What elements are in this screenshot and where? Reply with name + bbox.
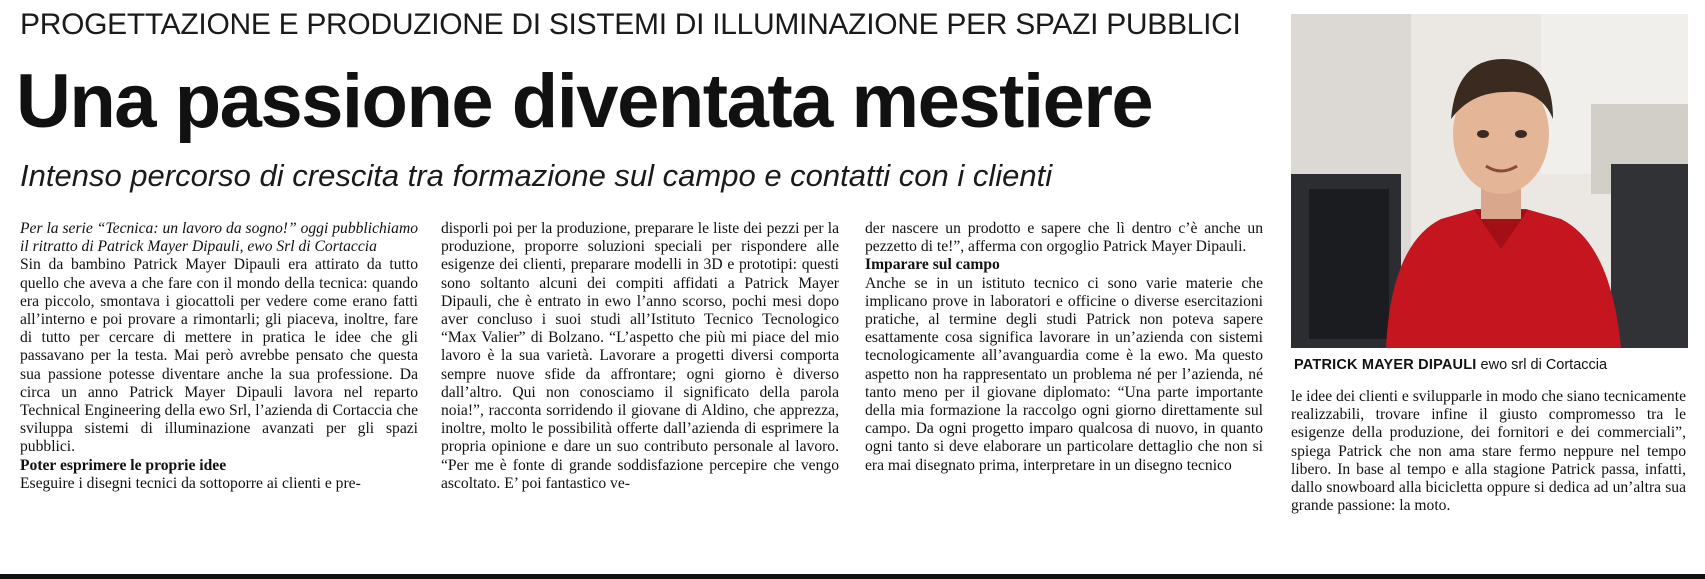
caption-org: ewo srl di Cortaccia <box>1476 357 1608 373</box>
article-paragraph: Eseguire i disegni tecnici da sottoporre ai clienti e pre- <box>20 474 361 492</box>
portrait-photo <box>1291 14 1688 348</box>
article-paragraph: Anche se in un istituto tecnico ci sono varie materie che implicano prove in laboratori e officine o diverse esercitazioni pratiche, al termine degli studi Patrick non poteva sapere esattamente cosa significa lavorare in un’azienda con sistemi tecnologicamente all’avanguardia come è la ewo. Ma questo aspetto non ha rappresentato un problema né per l’azienda, né tanto meno per il giovane diplomato: “Una parte importante della mia formazione la raccolgo ogni giorno direttamente sul campo. Da ogni progetto imparo qualcosa di nuovo, in quanto ogni tanto si deve elaborare un particolare dettaglio che non si era mai disegnato prima, interpretare in un disegno tecnico <box>865 274 1263 474</box>
article-subhead: Poter esprimere le proprie idee <box>20 456 227 474</box>
article-column-3 <box>865 220 1263 475</box>
article-subhead: Imparare sul campo <box>865 256 1000 274</box>
article-paragraph: le idee dei clienti e svilupparle in modo che siano tecnicamente realizzabili, trovare infine il giusto compromesso tra le esigenze della produzione, dei fornitori e dei commerciali”, spiega Patrick che non ama stare fermo neppure nel tempo libero. In base al tempo e alla stagione Patrick passa, infatti, dallo snowboard alla bicicletta oppure si dedica ad un’altra sua grande passione: la moto. <box>1291 388 1686 515</box>
article-subheadline: Intenso percorso di crescita tra formazione sul campo e contatti con i clienti <box>20 158 1053 193</box>
photo-caption <box>1294 355 1688 375</box>
portrait-illustration <box>1291 14 1688 348</box>
bottom-rule <box>0 574 1705 579</box>
article-paragraph: der nascere un prodotto e sapere che lì dentro c’è anche un pezzetto di te!”, afferma con orgoglio Patrick Mayer Dipauli. <box>865 220 1263 256</box>
article-column-1 <box>20 220 418 493</box>
article-paragraph: disporli poi per la produzione, preparare le liste dei pezzi per la produzione, proporre soluzioni speciali per rispondere alle esigenze dei clienti, preparare modelli in 3D e prototipi: questi sono soltanto alcuni dei compiti affidati a Patrick Mayer Dipauli, che è entrato in ewo l’anno scorso, pochi mesi dopo aver concluso i suoi studi all’Istituto Tecnico Tecnologico “Max Valier” di Bolzano. “L’aspetto che più mi piace del mio lavoro è la sua varietà. Lavorare a progetti diversi comporta sempre nuove sfide da affrontare; ogni giorno è diverso dall’altro. Qui non conosciamo il significato della parola noia!”, racconta sorridendo il giovane di Aldino, che apprezza, inoltre, molto le possibilità offerte dall’azienda di esprimere la propria opinione e dare un suo contributo personale al lavoro. “Per me è fonte di grande soddisfazione percepire che vengo ascoltato. E’ poi fantastico ve- <box>441 220 839 492</box>
article-column-2 <box>441 220 839 493</box>
article-column-4 <box>1291 388 1686 515</box>
article-lead: Per la serie “Tecnica: un lavoro da sogno!” oggi pubblichiamo il ritratto di Patrick Mayer Dipauli, ewo Srl di Cortaccia <box>20 220 418 256</box>
article-kicker: PROGETTAZIONE E PRODUZIONE DI SISTEMI DI ILLUMINAZIONE PER SPAZI PUBBLICI <box>20 8 1241 41</box>
article-headline: Una passione diventata mestiere <box>16 59 1153 144</box>
article-paragraph: Sin da bambino Patrick Mayer Dipauli era attirato da tutto quello che aveva a che fare con il mondo della tecnica: quando era piccolo, smontava i giocattoli per vedere come erano fatti all’interno e poi provare a rimontarli; gli piaceva, inoltre, fare di tutto per cercare di mettere in pratica le idee che gli passavano per la testa. Mai però avrebbe pensato che questa sua passione potesse diventare anche la sua professione. Da circa un anno Patrick Mayer Dipauli lavora nel reparto Technical Engineering della ewo Srl, l’azienda di Cortaccia che sviluppa sistemi di illuminazione avanzati per gli spazi pubblici. <box>20 256 418 456</box>
caption-name: PATRICK MAYER DIPAULI <box>1294 357 1477 373</box>
